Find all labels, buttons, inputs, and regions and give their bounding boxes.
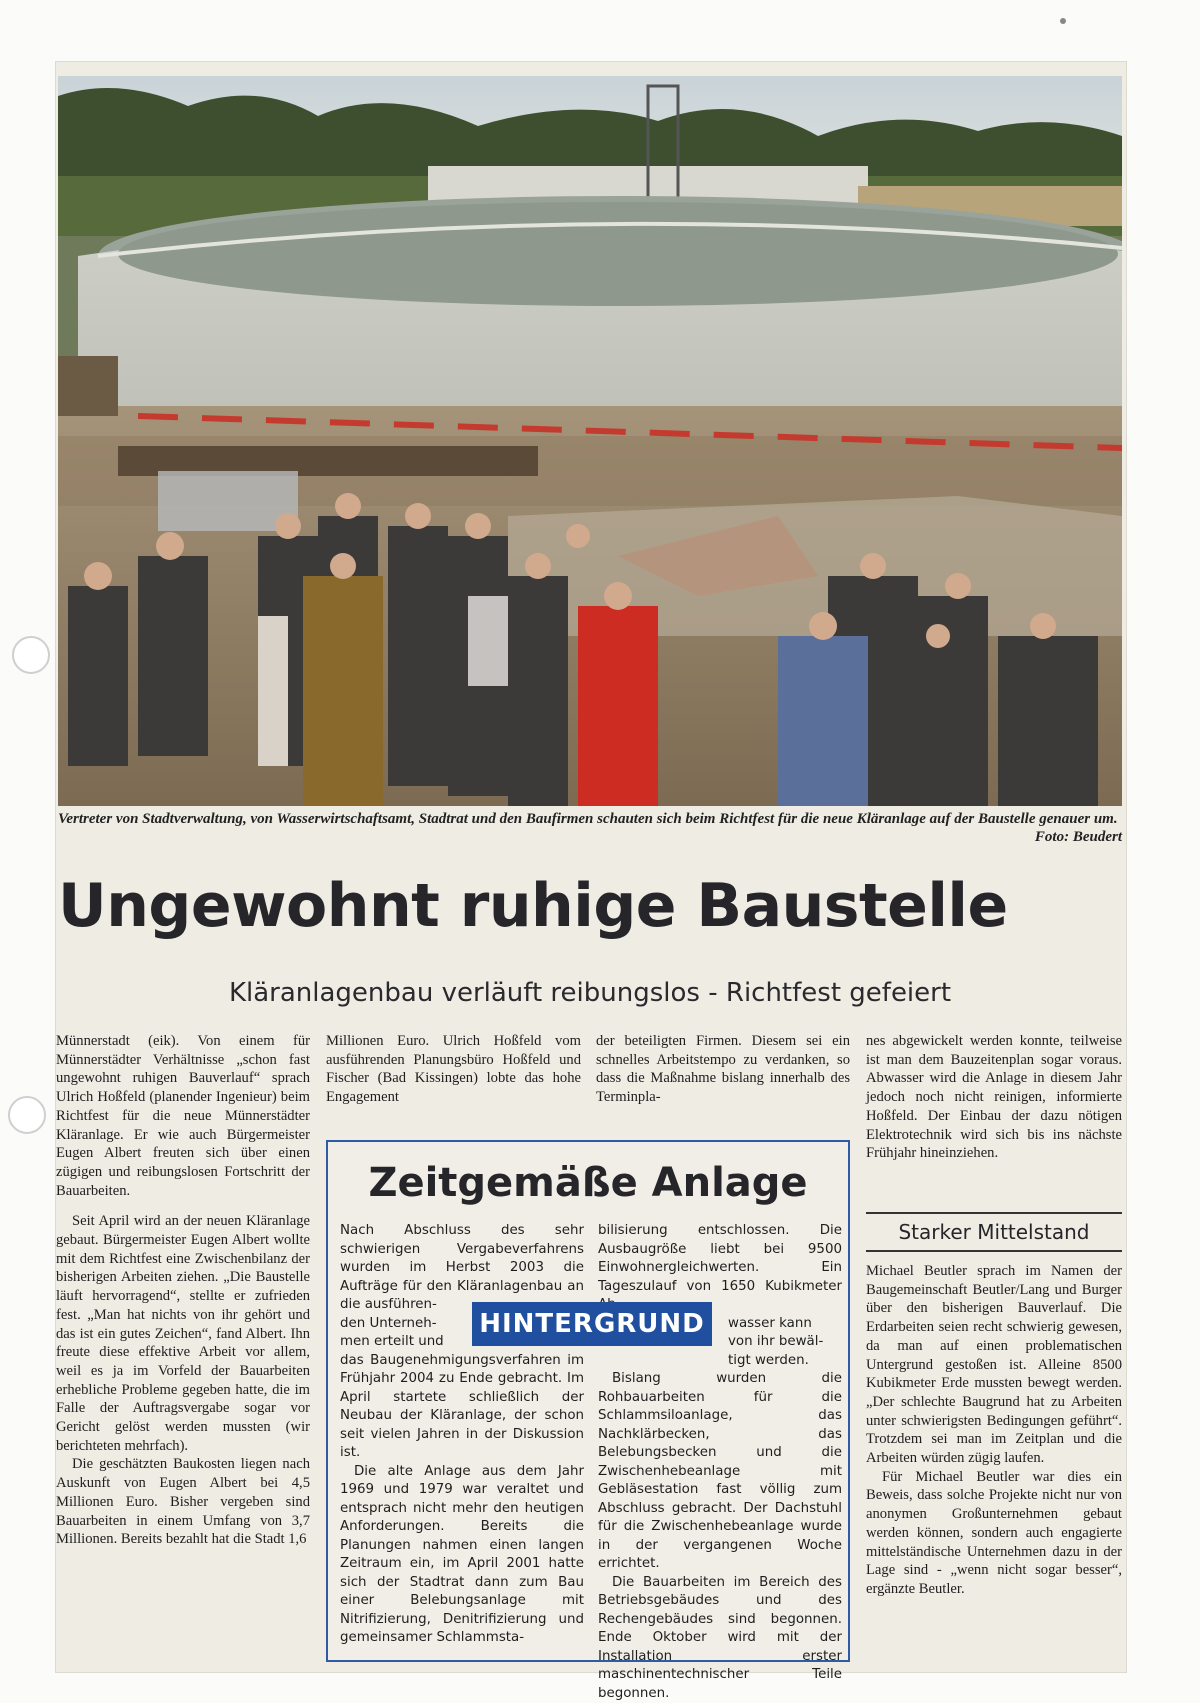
column-1 <box>56 1032 310 1549</box>
paragraph: nes abgewickelt werden konnte, teilweise ist man dem Bauzeitenplan sogar voraus. Abwasser wird die Anlage in diesem Jahr jedoch noch nicht reinigen, informierte Hoßfeld. Der Einbau der dazu nötigen Elektrotechnik wird sich bis ins nächste Frühjahr hineinziehen. <box>866 1032 1122 1163</box>
photo-caption <box>58 810 1122 828</box>
column-4 <box>866 1032 1122 1163</box>
paragraph: Für Michael Beutler war dies ein Beweis, dass solche Projekte nicht nur von anonymen Großunternehmen gebaut werden können, sondern auch engagierte mittelständische Unternehmen dazu in der Lage sind - „wenn nicht sogar besser“, ergänzte Beutler. <box>866 1468 1122 1599</box>
paragraph: Die alte Anlage aus dem Jahr 1969 und 1979 war veraltet und entsprach nicht mehr den heutigen Anforderungen. Bereits die Planungen nahmen einen langen Zeitraum ein, im April 2001 hatte sich der Stadtrat dann zum Bau einer Belebungsanlage mit Nitrifizierung, Denitrifizierung und gemeinsamer Schlammsta- <box>340 1463 584 1648</box>
caption-text: Vertreter von Stadtverwaltung, von Wasserwirtschaftsamt, Stadtrat und den Baufirmen schauten sich beim Richtfest für die neue Kläranlage auf der Baustelle genauer um. <box>58 811 1118 827</box>
infobox-column-1 <box>340 1222 584 1648</box>
scan-speck <box>1060 18 1066 24</box>
paragraph-text: das Baugenehmigungsverfahren im Frühjahr 2004 zu Ende gebracht. Im April startete schließlich der Neubau der Kläranlage, der schon seit vielen Jahren in der Diskussion ist. <box>340 1353 584 1461</box>
text-line: men erteilt und <box>340 1333 584 1352</box>
text-line: tigt werden. <box>598 1352 842 1371</box>
infobox-column-2 <box>598 1222 842 1703</box>
paragraph: der beteiligten Firmen. Diesem sei ein schnelles Arbeitstempo zu verdanken, so dass die Maßnahme bislang innerhalb des Terminpla- <box>596 1032 850 1107</box>
article-photo <box>58 76 1122 806</box>
paragraph: Seit April wird an der neuen Kläranlage gebaut. Bürgermeister Eugen Albert wollte mit dem Richtfest eine Zwischenbilanz der bisherigen Arbeiten ziehen. „Die Baustelle läuft hervorragend“, stellte er zufrieden fest. „Man hat nichts von ihr gehört und das ist ein gutes Zeichen“, fand Albert. Ihn freute diese effektive Arbeit vor allem, weil es ja im Vorfeld der Bauarbeiten erhebliche Probleme gegeben hatte, die im Falle der Auftragsvergabe sogar vor Gericht gelöst werden mussten (wir berichteten mehrfach). <box>56 1212 310 1455</box>
punch-hole-top <box>12 636 50 674</box>
text-line: den Unterneh- <box>340 1315 584 1334</box>
paragraph: Die geschätzten Baukosten liegen nach Auskunft von Eugen Albert bei 4,5 Millionen Euro. Bisher vergeben sind Bauarbeiten in einem Umfang von 3,7 Millionen. Bereits bezahlt hat die Stadt 1,6 <box>56 1455 310 1549</box>
article-headline: Ungewohnt ruhige Baustelle <box>58 866 1122 946</box>
column-4-continued <box>866 1262 1122 1599</box>
paragraph: Bislang wurden die Rohbauarbeiten für die Schlammsiloanlage, das Nachklärbecken, das Belebungsbecken und die Zwischenhebeanlage mit Gebläsestation fast völlig zum Abschluss gebracht. Der Dachstuhl für die Zwischenhebeanlage wurde in der vergangenen Woche errichtet. <box>598 1370 842 1574</box>
paragraph: Michael Beutler sprach im Namen der Baugemeinschaft Beutler/Lang und Burger über den bisherigen Bauverlauf. Die Erdarbeiten seien recht schwierig gewesen, da man auf einen problematischen Untergrund gestoßen ist. Alleine 8500 Kubikmeter Erde mussten bewegt werden. „Der schlechte Baugrund hat zu Arbeiten unter schwierigsten Bedingungen geführt“. Trotzdem sei man im Zeitplan und die Arbeiten würden zügig laufen. <box>866 1262 1122 1468</box>
column-2 <box>326 1032 581 1107</box>
text-line: von ihr bewäl- <box>598 1333 842 1352</box>
paragraph: Millionen Euro. Ulrich Hoßfeld vom ausführenden Planungsbüro Hoßfeld und Fischer (Bad Kissingen) lobte das hohe Engagement <box>326 1032 581 1107</box>
background-infobox <box>326 1140 850 1662</box>
tag-label: HINTERGRUND <box>479 1309 705 1339</box>
column-3 <box>596 1032 850 1107</box>
paragraph: Münnerstadt (eik). Von einem für Münnerstädter Verhältnisse „schon fast ungewohnt ruhigen Bauverlauf“ sprach Ulrich Hoßfeld (planender Ingenieur) beim Richtfest für die neue Münnerstädter Kläranlage. Er wie auch Bürgermeister Eugen Albert freuten sich über einen zügigen und reibungslosen Fortschritt der Bauarbeiten. <box>56 1032 310 1200</box>
punch-hole-bottom <box>8 1096 46 1134</box>
photo-credit: Foto: Beudert <box>1035 828 1122 846</box>
text-line: wasser kann <box>598 1315 842 1334</box>
article-subheadline: Kläranlagenbau verläuft reibungslos - Richtfest gefeiert <box>58 974 1122 1012</box>
paragraph-text: Nach Abschluss des sehr schwierigen Vergabeverfahrens wurden im Herbst 2003 die Aufträge für den Kläranlagenbau an die ausführen- <box>340 1223 584 1312</box>
paragraph-text: bilisierung entschlossen. Die Ausbaugröße liebt bei 9500 Einwohnergleichwerten. Ein Tageszulauf von 1650 Kubikmeter <box>598 1223 842 1312</box>
hintergrund-tag <box>472 1302 712 1346</box>
section-subheading: Starker Mittelstand <box>866 1212 1122 1252</box>
paragraph: Die Bauarbeiten im Bereich des Betriebsgebäudes und des Rechengebäudes sind begonnen. Ende Oktober wird mit der Installation erster maschinentechnischer Teile begonnen. <box>598 1574 842 1703</box>
infobox-title: Zeitgemäße Anlage <box>328 1156 848 1210</box>
